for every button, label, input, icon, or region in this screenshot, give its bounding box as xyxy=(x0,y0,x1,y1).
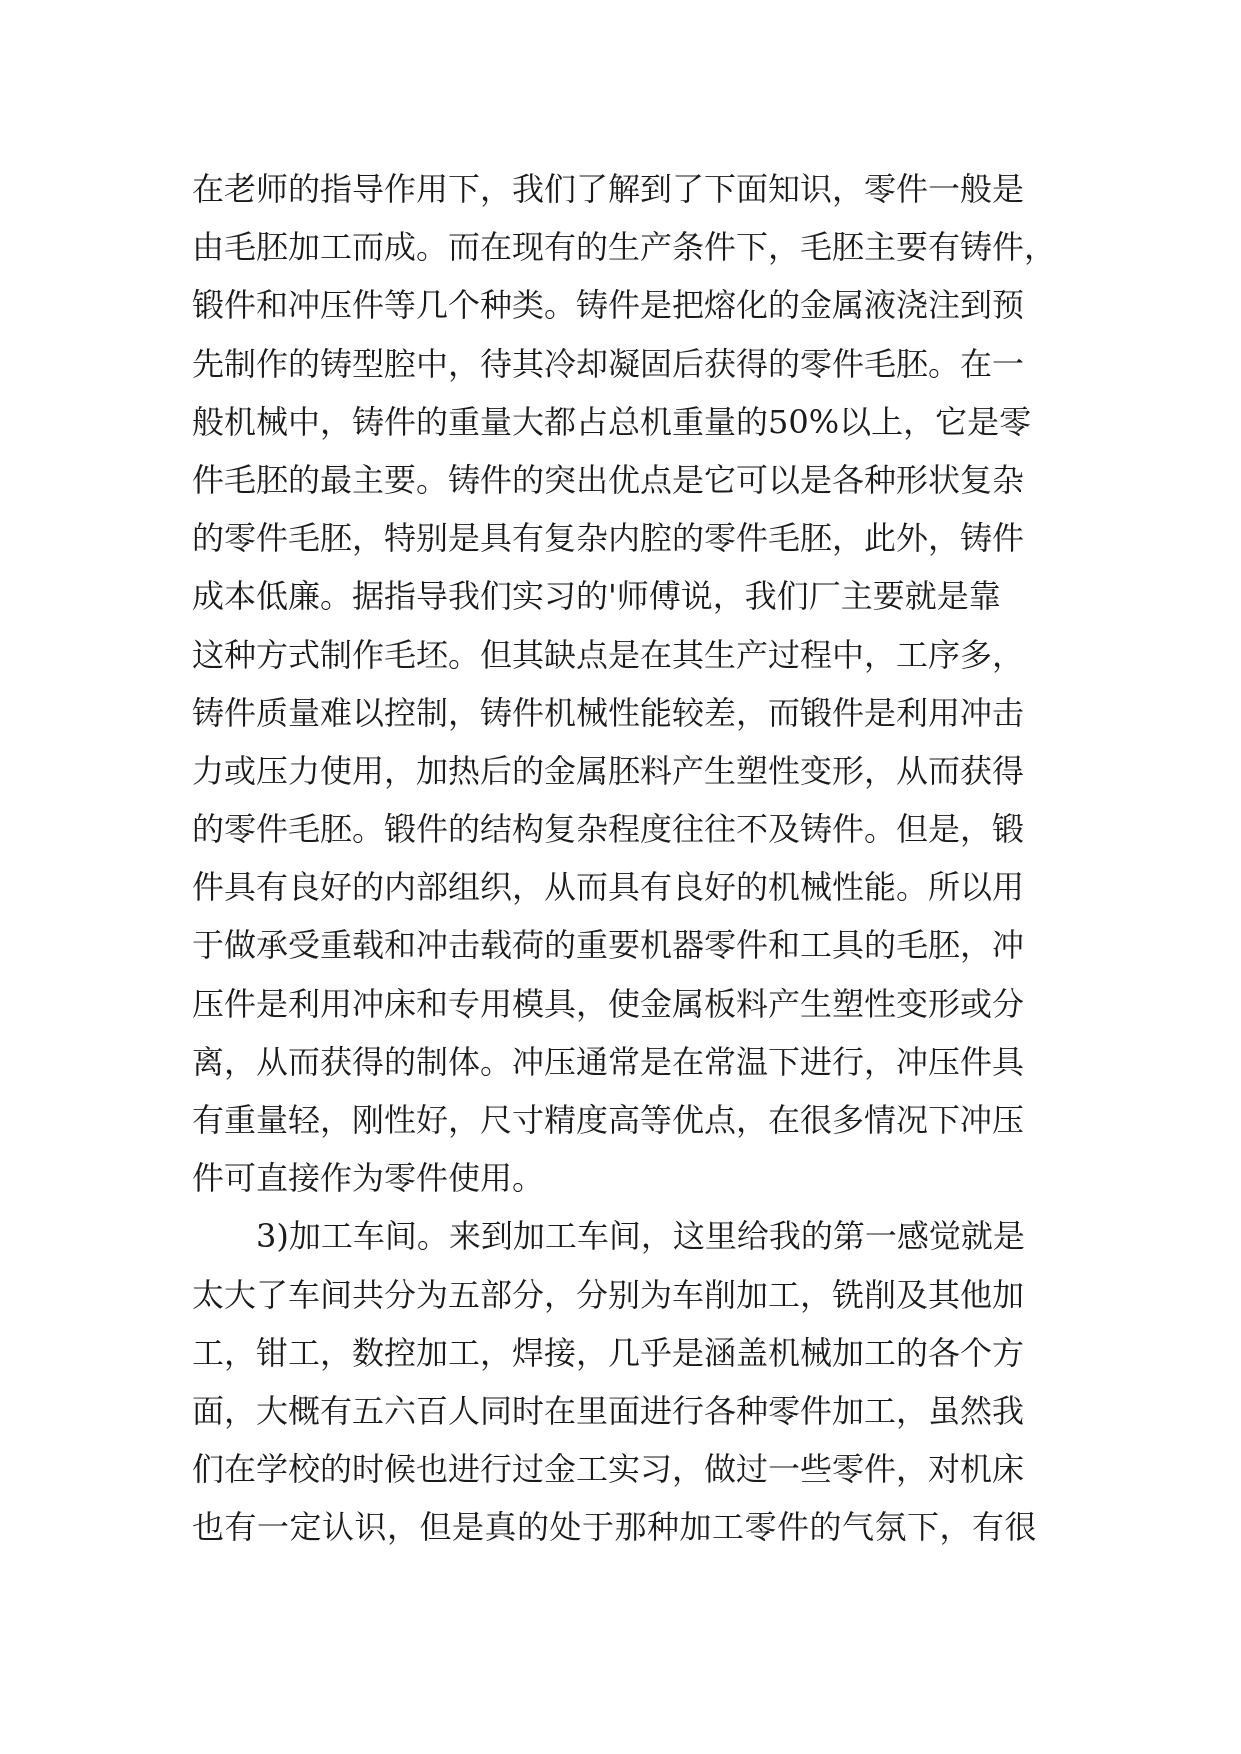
text-line: 这种方式制作毛坯。但其缺点是在其生产过程中，工序多， xyxy=(192,635,1025,674)
text-line: 太大了车间共分为五部分，分别为车削加工，铣削及其他加 xyxy=(192,1275,1025,1314)
text-line: 成本低廉。据指导我们实习的'师傅说，我们厂主要就是靠 xyxy=(192,577,1001,616)
text-line: 锻件和冲压件等几个种类。铸件是把熔化的金属液浇注到预 xyxy=(192,286,1025,325)
text-line: 的零件毛胚，特别是具有复杂内腔的零件毛胚，此外，铸件 xyxy=(192,519,1025,558)
text-line: 般机械中，铸件的重量大都占总机重量的50%以上，它是零 xyxy=(192,402,1032,441)
text-line: 压件是利用冲床和专用模具，使金属板料产生塑性变形或分 xyxy=(192,984,1025,1023)
text-line: 面，大概有五六百人同时在里面进行各种零件加工，虽然我 xyxy=(192,1391,1025,1430)
text-line: 工，钳工，数控加工，焊接，几乎是涵盖机械加工的各个方 xyxy=(192,1333,1025,1372)
text-line: 件可直接作为零件使用。 xyxy=(192,1159,545,1198)
text-line: 先制作的铸型腔中，待其冷却凝固后获得的零件毛胚。在一 xyxy=(192,344,1025,383)
text-line: 们在学校的时候也进行过金工实习，做过一些零件，对机床 xyxy=(192,1450,1025,1489)
text-line: 的零件毛胚。锻件的结构复杂程度往往不及铸件。但是，锻 xyxy=(192,810,1025,849)
text-line: 力或压力使用，加热后的金属胚料产生塑性变形，从而获得 xyxy=(192,751,1025,790)
text-line: 件毛胚的最主要。铸件的突出优点是它可以是各种形状复杂 xyxy=(192,460,1025,499)
text-line: 离，从而获得的制体。冲压通常是在常温下进行，冲压件具 xyxy=(192,1042,1025,1081)
text-line: 件具有良好的内部组织，从而具有良好的机械性能。所以用 xyxy=(192,868,1025,907)
text-line: 也有一定认识，但是真的处于那种加工零件的气氛下，有很 xyxy=(192,1508,1038,1547)
text-line: 由毛胚加工而成。而在现有的生产条件下，毛胚主要有铸件， xyxy=(192,228,1057,267)
text-line: 于做承受重载和冲击载荷的重要机器零件和工具的毛胚，冲 xyxy=(192,926,1025,965)
body-text xyxy=(192,160,1057,1557)
paragraph-start-line: 3)加工车间。来到加工车间，这里给我的第一感觉就是 xyxy=(192,1217,1025,1256)
text-line: 在老师的指导作用下，我们了解到了下面知识，零件一般是 xyxy=(192,170,1025,208)
text-line: 有重量轻，刚性好，尺寸精度高等优点，在很多情况下冲压 xyxy=(192,1101,1025,1139)
text-line: 铸件质量难以控制，铸件机械性能较差，而锻件是利用冲击 xyxy=(192,693,1025,732)
